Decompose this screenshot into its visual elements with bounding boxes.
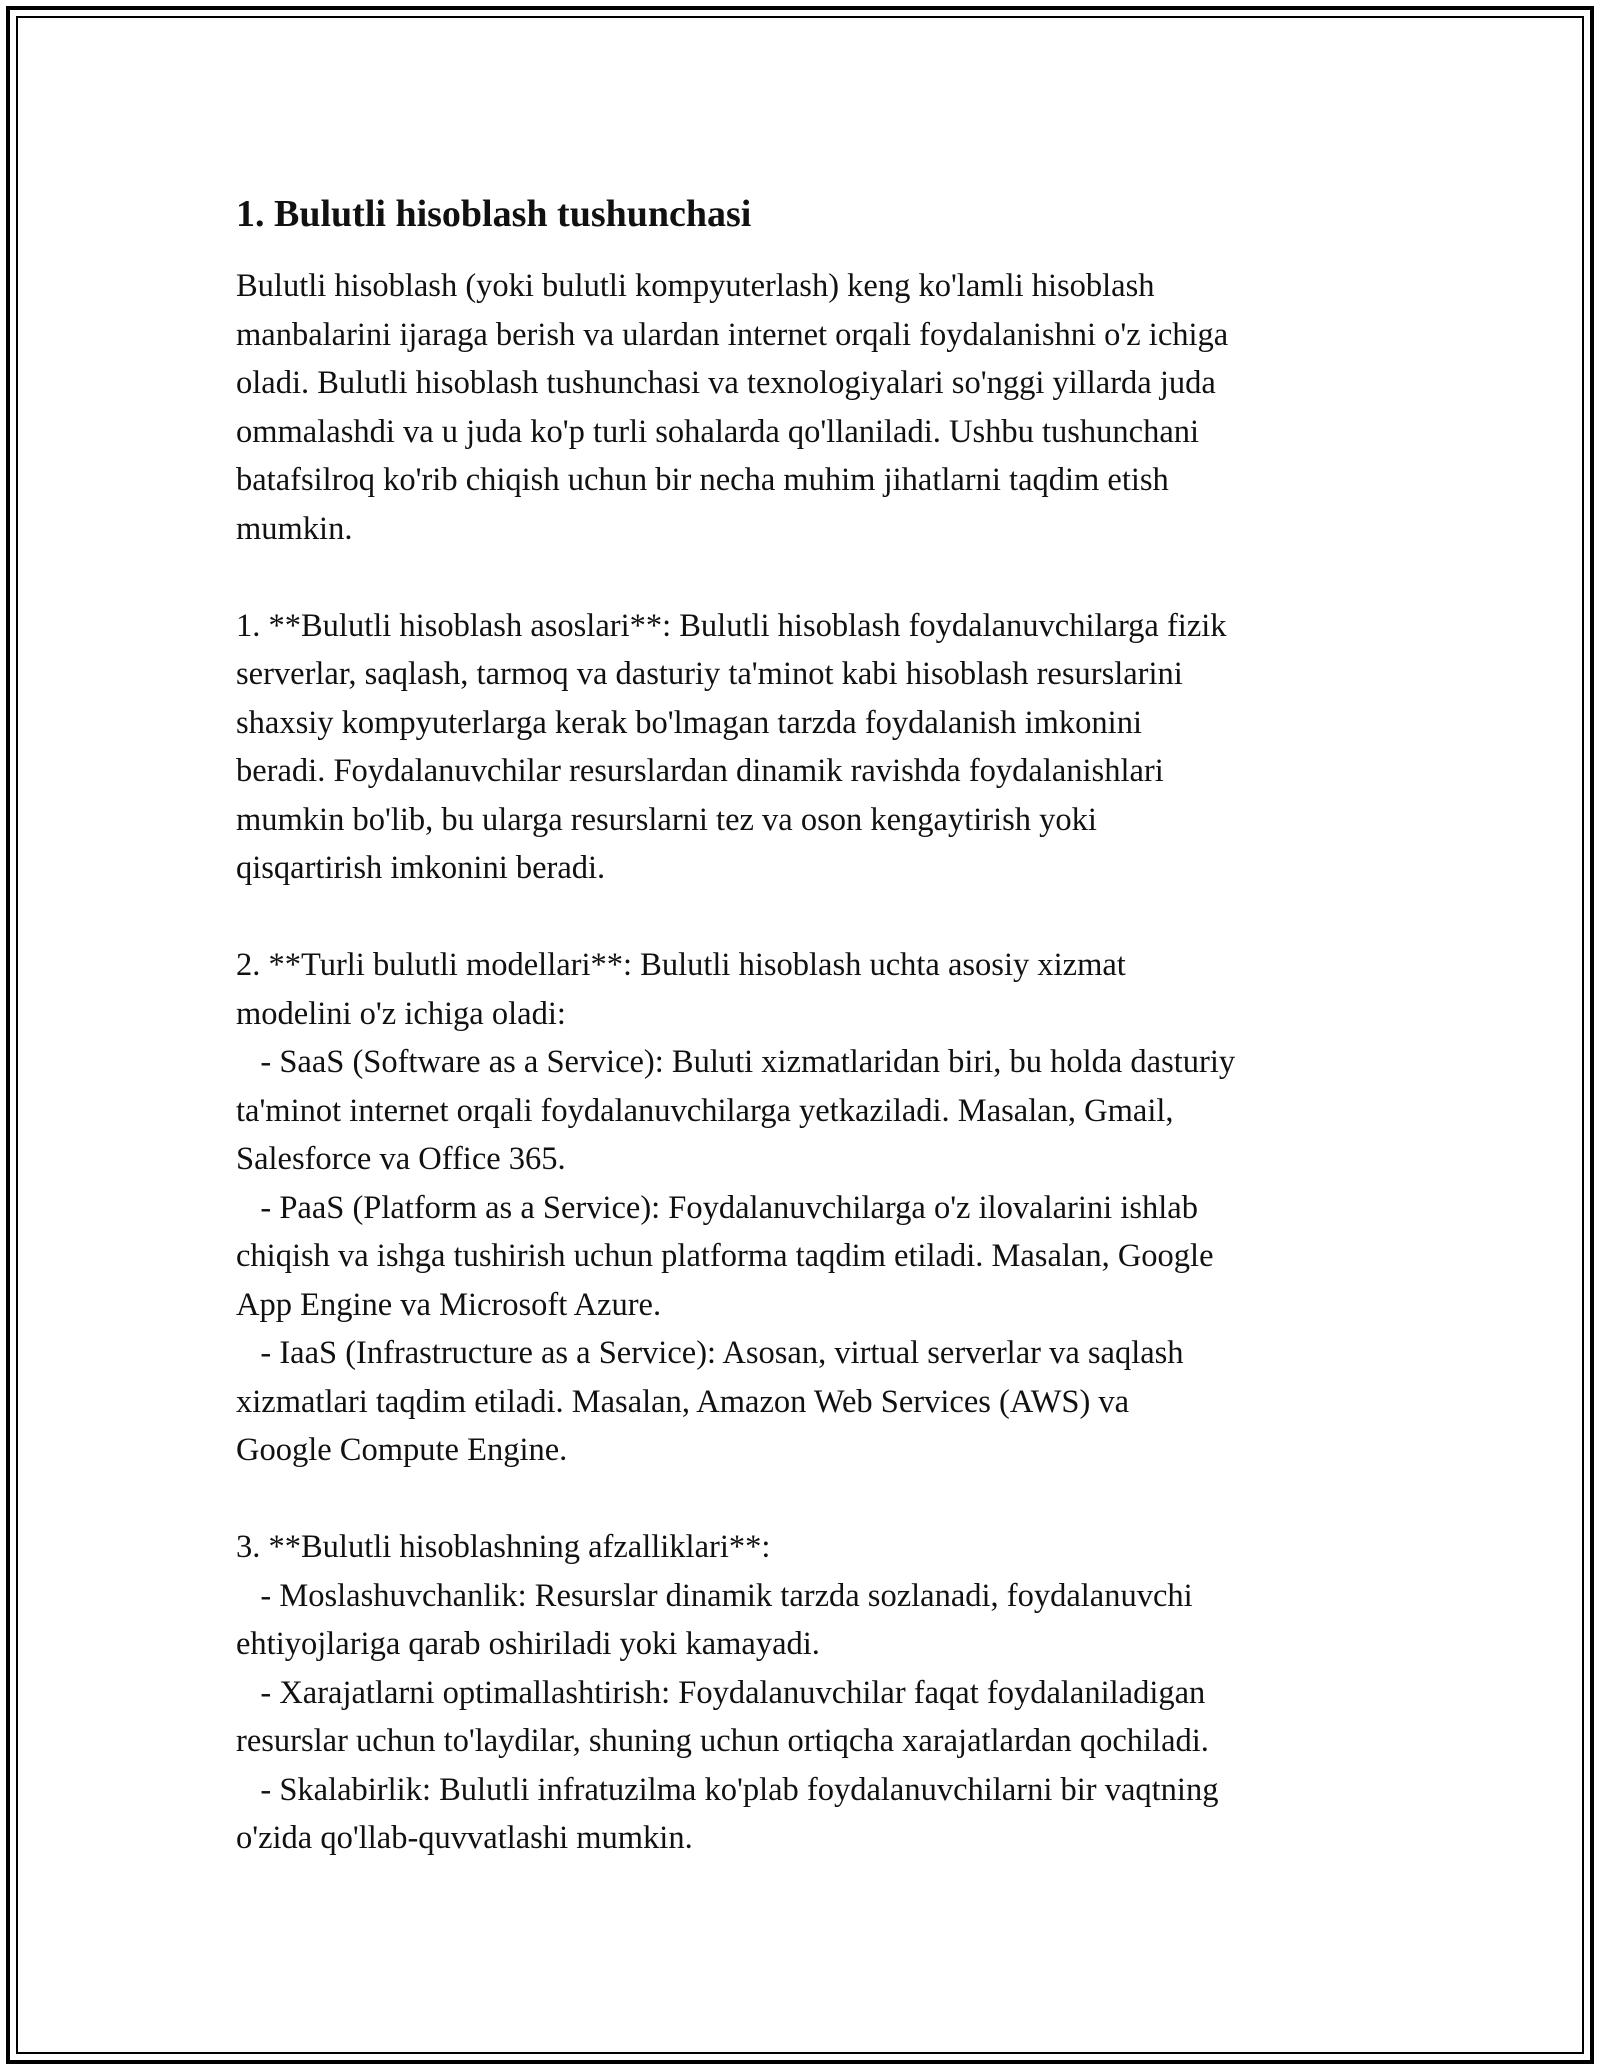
document-content <box>236 188 1366 1863</box>
document-title: 1. Bulutli hisoblash tushunchasi <box>236 193 752 235</box>
document-body: Bulutli hisoblash (yoki bulutli kompyuterlash) keng ko'lamli hisoblash manbalarini ijaraga berish va ulardan internet orqali foydalanishni o'z ichiga oladi. Bulutli hisoblash tushunchasi va texnologiyalari so'nggi yillarda juda ommalashdi va u juda ko'p turli sohalarda qo'llaniladi. Ushbu tushunchani batafsilroq ko'rib chiqish uchun bir necha muhim jihatlarni taqdim etish mumkin. 1. **Bulutli hisoblash asoslari**: Bulutli hisoblash foydalanuvchilarga fizik serverlar, saqlash, tarmoq va dasturiy ta'minot kabi hisoblash resurslarini shaxsiy kompyuterlarga kerak bo'lmagan tarzda foydalanish imkonini beradi. Foydalanuvchilar resurslardan dinamik ravishda foydalanishlari mumkin bo'lib, bu ularga resurslarni tez va oson kengaytirish yoki qisqartirish imkonini beradi. 2. **Turli bulutli modellari**: Bulutli hisoblash uchta asosiy xizmat modelini o'z ichiga oladi: - SaaS (Software as a Service): Buluti xizmatlaridan biri, bu holda dasturiy ta'minot internet orqali foydalanuvchilarga yetkaziladi. Masalan, Gmail, Salesforce va Office 365. - PaaS (Platform as a Service): Foydalanuvchilarga o'z ilovalarini ishlab chiqish va ishga tushirish uchun platforma taqdim etiladi. Masalan, Google App Engine va Microsoft Azure. - IaaS (Infrastructure as a Service): Asosan, virtual serverlar va saqlash xizmatlari taqdim etiladi. Masalan, Amazon Web Services (AWS) va Google Compute Engine. 3. **Bulutli hisoblashning afzalliklari**: - Moslashuvchanlik: Resurslar dinamik tarzda sozlanadi, foydalanuvchi ehtiyojlariga qarab oshiriladi yoki kamayadi. - Xarajatlarni optimallashtirish: Foydalanuvchilar faqat foydalaniladigan resurslar uchun to'laydilar, shuning uchun ortiqcha xarajatlardan qochiladi. - Skalabirlik: Bulutli infratuzilma ko'plab foydalanuvchilarni bir vaqtning o'zida qo'llab-quvvatlashi mumkin. <box>236 268 1236 1856</box>
